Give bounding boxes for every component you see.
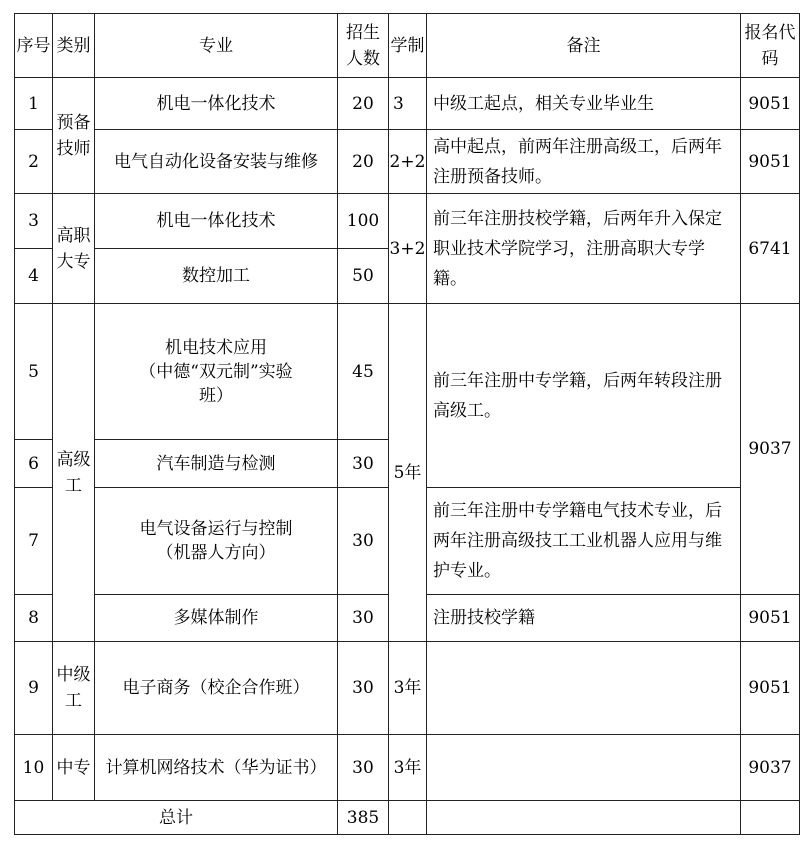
header-row bbox=[15, 14, 800, 78]
total-label: 总计 bbox=[15, 801, 338, 835]
duration-cell: 5年 bbox=[389, 304, 427, 642]
enroll-cell: 30 bbox=[338, 488, 389, 595]
enroll-cell: 100 bbox=[338, 194, 389, 249]
header-remark: 备注 bbox=[427, 14, 741, 78]
remark-cell: 前三年注册中专学籍，后两年转段注册高级工。 bbox=[427, 304, 741, 488]
enroll-cell: 50 bbox=[338, 249, 389, 304]
row-index: 5 bbox=[15, 304, 53, 440]
table-row bbox=[15, 194, 800, 249]
table-row bbox=[15, 78, 800, 130]
category-cell: 预备技师 bbox=[53, 78, 95, 194]
major-cell: 机电一体化技术 bbox=[95, 194, 338, 249]
enroll-cell: 45 bbox=[338, 304, 389, 440]
enroll-cell: 20 bbox=[338, 130, 389, 194]
row-index: 8 bbox=[15, 595, 53, 642]
row-index: 7 bbox=[15, 488, 53, 595]
total-remark-empty bbox=[427, 801, 741, 835]
major-line: （机器人方向） bbox=[156, 543, 276, 563]
code-cell: 9051 bbox=[741, 642, 800, 735]
duration-cell: 3+2 bbox=[389, 194, 427, 304]
major-cell: 多媒体制作 bbox=[95, 595, 338, 642]
duration-cell: 3 bbox=[389, 78, 427, 130]
code-cell: 6741 bbox=[741, 194, 800, 304]
remark-cell: 注册技校学籍 bbox=[427, 595, 741, 642]
major-cell: 汽车制造与检测 bbox=[95, 440, 338, 488]
table-row bbox=[15, 642, 800, 735]
remark-cell bbox=[427, 735, 741, 801]
enrollment-table bbox=[14, 13, 800, 835]
enroll-cell: 30 bbox=[338, 642, 389, 735]
table-row bbox=[15, 735, 800, 801]
major-cell bbox=[95, 488, 338, 595]
code-cell: 9037 bbox=[741, 304, 800, 595]
duration-cell: 2+2 bbox=[389, 130, 427, 194]
duration-cell: 3年 bbox=[389, 735, 427, 801]
major-cell bbox=[95, 304, 338, 440]
major-line: （中德“双元制”实验 bbox=[139, 361, 293, 382]
header-duration: 学制 bbox=[389, 14, 427, 78]
table-row bbox=[15, 304, 800, 440]
row-index: 2 bbox=[15, 130, 53, 194]
enroll-cell: 30 bbox=[338, 595, 389, 642]
remark-cell: 前三年注册技校学籍，后两年升入保定职业技术学院学习，注册高职大专学籍。 bbox=[427, 194, 741, 304]
code-cell: 9051 bbox=[741, 78, 800, 130]
category-cell: 中级工 bbox=[53, 642, 95, 735]
category-cell: 高职大专 bbox=[53, 194, 95, 304]
category-cell: 中专 bbox=[53, 735, 95, 801]
header-enroll: 招生人数 bbox=[338, 14, 389, 78]
duration-cell: 3年 bbox=[389, 642, 427, 735]
major-cell: 机电一体化技术 bbox=[95, 78, 338, 130]
row-index: 6 bbox=[15, 440, 53, 488]
remark-cell bbox=[427, 642, 741, 735]
enroll-cell: 30 bbox=[338, 735, 389, 801]
table-row bbox=[15, 130, 800, 194]
total-code-empty bbox=[741, 801, 800, 835]
row-index: 4 bbox=[15, 249, 53, 304]
category-cell: 高级工 bbox=[53, 304, 95, 642]
header-major: 专业 bbox=[95, 14, 338, 78]
major-line: 班） bbox=[199, 385, 233, 406]
enroll-cell: 30 bbox=[338, 440, 389, 488]
major-line: 电气设备运行与控制 bbox=[139, 519, 293, 539]
total-row bbox=[15, 801, 800, 835]
header-index: 序号 bbox=[15, 14, 53, 78]
row-index: 9 bbox=[15, 642, 53, 735]
code-cell: 9051 bbox=[741, 595, 800, 642]
row-index: 3 bbox=[15, 194, 53, 249]
major-cell: 计算机网络技术（华为证书） bbox=[95, 735, 338, 801]
major-cell: 电子商务（校企合作班） bbox=[95, 642, 338, 735]
remark-cell: 前三年注册中专学籍电气技术专业，后两年注册高级技工工业机器人应用与维护专业。 bbox=[427, 488, 741, 595]
code-cell: 9037 bbox=[741, 735, 800, 801]
code-cell: 9051 bbox=[741, 130, 800, 194]
remark-cell: 高中起点，前两年注册高级工，后两年注册预备技师。 bbox=[427, 130, 741, 194]
remark-cell: 中级工起点，相关专业毕业生 bbox=[427, 78, 741, 130]
row-index: 1 bbox=[15, 78, 53, 130]
row-index: 10 bbox=[15, 735, 53, 801]
total-duration-empty bbox=[389, 801, 427, 835]
total-value: 385 bbox=[338, 801, 389, 835]
header-code: 报名代码 bbox=[741, 14, 800, 78]
major-cell: 数控加工 bbox=[95, 249, 338, 304]
major-line: 机电技术应用 bbox=[165, 337, 267, 358]
enroll-cell: 20 bbox=[338, 78, 389, 130]
header-category: 类别 bbox=[53, 14, 95, 78]
major-cell: 电气自动化设备安装与维修 bbox=[95, 130, 338, 194]
